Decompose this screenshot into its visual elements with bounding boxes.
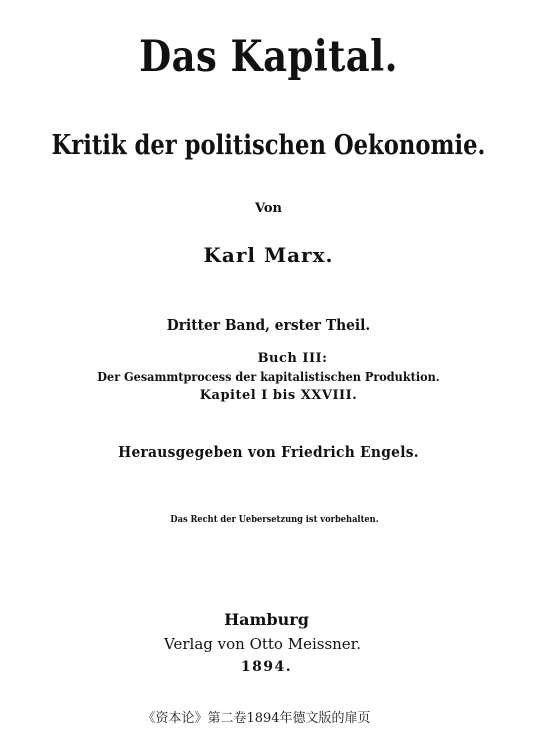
rights-notice: Das Recht der Uebersetzung ist vorbehalten. xyxy=(170,515,379,525)
publication-city: Hamburg xyxy=(224,610,309,629)
volume-label: Dritter Band, erster Theil. xyxy=(166,316,371,334)
author-name: Karl Marx. xyxy=(203,243,334,267)
book-section-title: Der Gesammtprocess der kapitalistischen Produktion. xyxy=(97,369,440,384)
by-line: Von xyxy=(254,201,282,216)
chapter-range: Kapitel I bis XXVIII. xyxy=(199,388,358,403)
book-title: Das Kapital. xyxy=(139,32,398,82)
publication-year: 1894. xyxy=(240,659,293,675)
editor-line: Herausgegeben von Friedrich Engels. xyxy=(118,443,419,461)
publisher-line: Verlag von Otto Meissner. xyxy=(164,635,361,653)
book-subtitle: Kritik der politischen Oekonomie. xyxy=(51,130,486,161)
book-number: Buch III: xyxy=(257,351,328,366)
image-caption: 《资本论》第二卷1894年德文版的扉页 xyxy=(142,711,371,726)
